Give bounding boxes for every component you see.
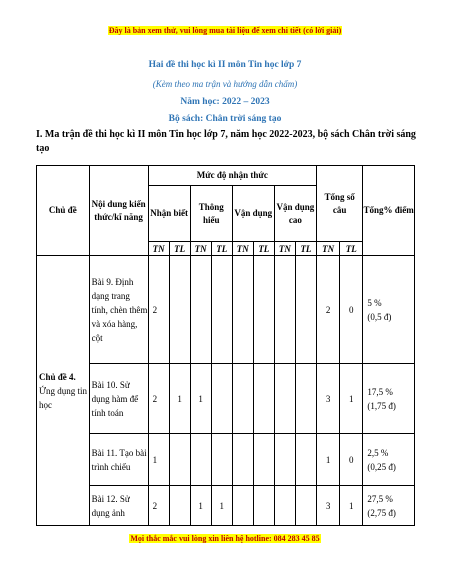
preview-notice-banner bbox=[0, 26, 450, 35]
nb-tl-cell bbox=[169, 256, 190, 364]
sub-tl: TL bbox=[295, 242, 316, 256]
score-cell bbox=[363, 434, 415, 486]
content-cell: Bài 10. Sử dụng hàm để tính toán bbox=[89, 364, 148, 434]
tong-tl-cell: 1 bbox=[340, 364, 363, 434]
content-cell: Bài 9. Định dạng trang tính, chèn thêm và xóa hàng, cột bbox=[89, 256, 148, 364]
tong-tn-cell: 1 bbox=[317, 434, 340, 486]
sub-tl: TL bbox=[169, 242, 190, 256]
tong-tl-cell: 1 bbox=[340, 486, 363, 526]
topic-cell bbox=[37, 256, 90, 526]
header-nhan-biet: Nhận biết bbox=[148, 186, 190, 242]
vdc-tn-cell bbox=[274, 364, 295, 434]
score-points: (2,75 đ) bbox=[367, 507, 396, 518]
preview-notice-text: Đây là bản xem thử, vui lòng mua tài liệu để xem chi tiết (có lời giải) bbox=[108, 26, 342, 35]
sub-tl: TL bbox=[340, 242, 363, 256]
th-tn-cell: 1 bbox=[190, 486, 211, 526]
th-tl-cell bbox=[211, 256, 232, 364]
header-van-dung: Vận dụng bbox=[232, 186, 274, 242]
score-points: (1,75 đ) bbox=[367, 400, 396, 411]
score-cell bbox=[363, 256, 415, 364]
tong-tn-cell: 3 bbox=[317, 486, 340, 526]
content-cell: Bài 11. Tạo bài trình chiếu bbox=[89, 434, 148, 486]
topic-label: Chủ đề 4. bbox=[39, 371, 76, 382]
document-subtitle: (Kèm theo ma trận và hướng dẫn chấm) bbox=[152, 79, 298, 89]
th-tn-cell bbox=[190, 434, 211, 486]
th-tl-cell bbox=[211, 434, 232, 486]
sub-tn: TN bbox=[317, 242, 340, 256]
score-percent: 27,5 % bbox=[367, 493, 393, 504]
score-points: (0,25 đ) bbox=[367, 461, 396, 472]
nb-tn-cell: 2 bbox=[148, 486, 169, 526]
vdc-tn-cell bbox=[274, 486, 295, 526]
table-row bbox=[37, 364, 415, 434]
th-tn-cell bbox=[190, 256, 211, 364]
header-tong-so-cau: Tổng số câu bbox=[317, 166, 363, 242]
header-chu-de: Chủ đề bbox=[37, 166, 90, 256]
tong-tn-cell: 2 bbox=[317, 256, 340, 364]
score-percent: 5 % bbox=[367, 297, 382, 308]
header-thong-hieu: Thông hiểu bbox=[190, 186, 232, 242]
score-percent: 2,5 % bbox=[367, 447, 389, 458]
vd-tl-cell bbox=[253, 256, 274, 364]
header-noi-dung: Nội dung kiến thức/kĩ năng bbox=[89, 166, 148, 256]
content-cell: Bài 12. Sử dụng ảnh bbox=[89, 486, 148, 526]
vdc-tn-cell bbox=[274, 256, 295, 364]
table-row bbox=[37, 486, 415, 526]
table-row bbox=[37, 434, 415, 486]
sub-tl: TL bbox=[211, 242, 232, 256]
header-van-dung-cao: Vận dụng cao bbox=[274, 186, 316, 242]
score-cell bbox=[363, 364, 415, 434]
score-percent: 17,5 % bbox=[367, 386, 393, 397]
nb-tl-cell bbox=[169, 434, 190, 486]
vd-tn-cell bbox=[232, 486, 253, 526]
vdc-tn-cell bbox=[274, 434, 295, 486]
vd-tn-cell bbox=[232, 434, 253, 486]
school-year: Năm học: 2022 – 2023 bbox=[180, 97, 270, 107]
sub-tn: TN bbox=[190, 242, 211, 256]
vd-tl-cell bbox=[253, 364, 274, 434]
nb-tn-cell: 2 bbox=[148, 364, 169, 434]
nb-tn-cell: 2 bbox=[148, 256, 169, 364]
nb-tn-cell: 1 bbox=[148, 434, 169, 486]
vdc-tl-cell bbox=[295, 434, 316, 486]
header-tong-diem: Tổng% điểm bbox=[363, 166, 415, 256]
matrix-table bbox=[36, 165, 415, 526]
section-heading: I. Ma trận đề thi học kì II môn Tin học lớp 7, năm học 2022-2023, bộ sách Chân trời sáng tạo bbox=[36, 129, 416, 154]
book-series: Bộ sách: Chân trời sáng tạo bbox=[168, 114, 282, 124]
vd-tl-cell bbox=[253, 434, 274, 486]
topic-name: Ứng dụng tin học bbox=[39, 385, 87, 410]
sub-tn: TN bbox=[232, 242, 253, 256]
document-title: Hai đề thi học kì II môn Tin học lớp 7 bbox=[148, 60, 302, 70]
th-tl-cell: 1 bbox=[211, 486, 232, 526]
vd-tl-cell bbox=[253, 486, 274, 526]
hotline-text: Mọi thắc mắc vui lòng xin liên hệ hotline: 084 283 45 85 bbox=[130, 534, 320, 543]
tong-tl-cell: 0 bbox=[340, 256, 363, 364]
vdc-tl-cell bbox=[295, 256, 316, 364]
th-tl-cell bbox=[211, 364, 232, 434]
vd-tn-cell bbox=[232, 256, 253, 364]
hotline-banner bbox=[0, 534, 450, 543]
vd-tn-cell bbox=[232, 364, 253, 434]
sub-tn: TN bbox=[274, 242, 295, 256]
vdc-tl-cell bbox=[295, 486, 316, 526]
score-cell bbox=[363, 486, 415, 526]
nb-tl-cell: 1 bbox=[169, 364, 190, 434]
tong-tl-cell: 0 bbox=[340, 434, 363, 486]
score-points: (0,5 đ) bbox=[367, 311, 392, 322]
sub-tn: TN bbox=[148, 242, 169, 256]
tong-tn-cell: 3 bbox=[317, 364, 340, 434]
header-muc-do: Mức độ nhận thức bbox=[148, 166, 316, 186]
nb-tl-cell bbox=[169, 486, 190, 526]
table-row bbox=[37, 256, 415, 364]
th-tn-cell: 1 bbox=[190, 364, 211, 434]
sub-tl: TL bbox=[253, 242, 274, 256]
vdc-tl-cell bbox=[295, 364, 316, 434]
